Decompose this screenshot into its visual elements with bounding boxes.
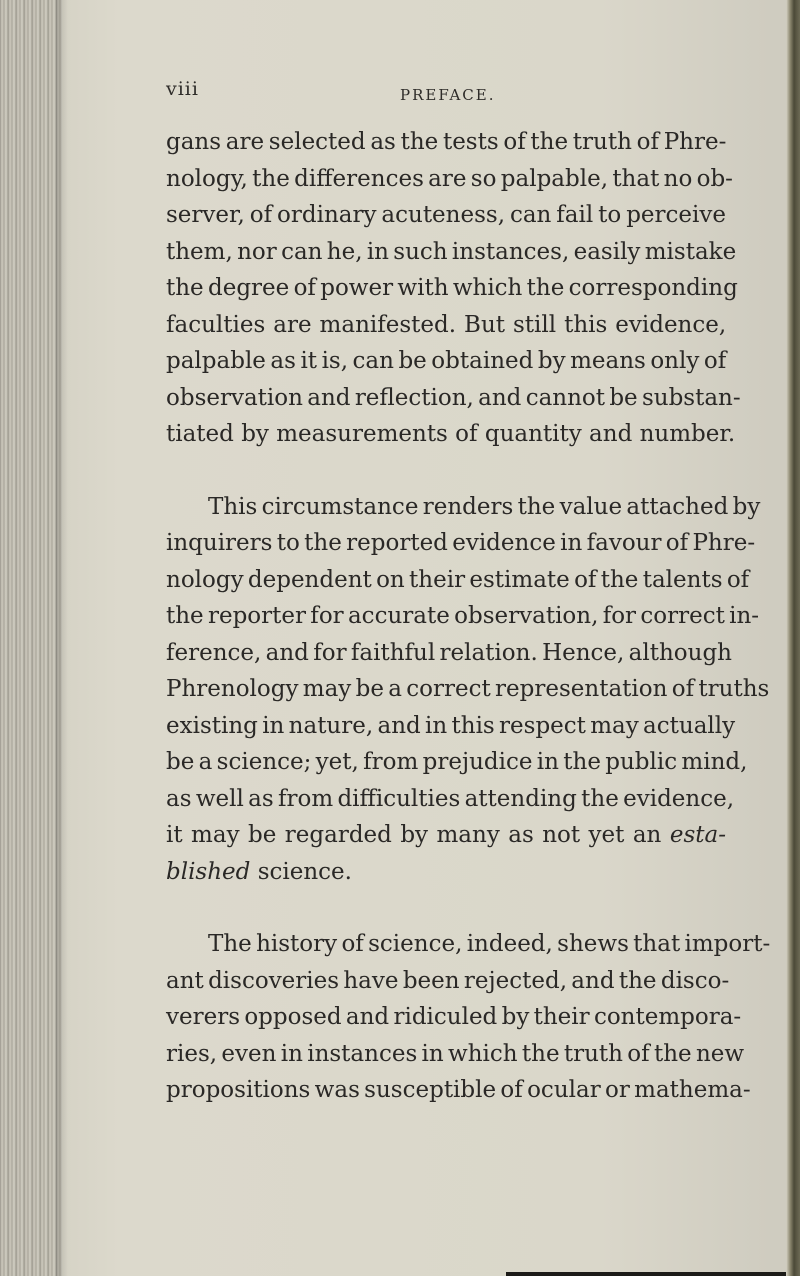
italic-run: blished	[166, 858, 251, 885]
page-header	[0, 78, 800, 108]
page-bottom-shadow	[506, 1272, 786, 1276]
text-line: them, nor can he, in such instances, easily mistake	[166, 238, 737, 265]
text-line: nology, the differences are so palpable, that no ob-	[166, 165, 733, 192]
text-line: Phrenology may be a correct representation of truths	[166, 676, 770, 702]
page-number: viii	[166, 78, 199, 100]
text-line: as well as from difficulties attending the evidence,	[166, 785, 735, 812]
paragraph-3	[166, 926, 771, 1109]
text-line: ries, even in instances in which the truth of the new	[166, 1040, 745, 1067]
paragraph-1	[166, 124, 741, 453]
paragraph-2	[166, 489, 770, 891]
text-line: the degree of power with which the corresponding	[166, 275, 738, 301]
text-line: inquirers to the reported evidence in favour of Phre-	[166, 530, 756, 556]
text-line	[166, 854, 726, 891]
text-run: it may be regarded by many as not yet an	[166, 822, 662, 848]
text-line: server, of ordinary acuteness, can fail to perceive	[166, 202, 726, 228]
text-line: ference, and for faithful relation. Hence, although	[166, 639, 732, 666]
text-line: propositions was susceptible of ocular or mathema-	[166, 1077, 751, 1103]
text-line: gans are selected as the tests of the truth of Phre-	[166, 129, 727, 155]
text-run: science.	[257, 858, 352, 885]
text-line: This circumstance renders the value attached by	[208, 493, 761, 520]
text-line: observation and reflection, and cannot be substan-	[166, 384, 741, 411]
text-line: the reporter for accurate observation, for correct in-	[166, 603, 760, 629]
text-line: be a science; yet, from prejudice in the public mind,	[166, 749, 748, 775]
body-text	[166, 124, 771, 1109]
text-line: ant discoveries have been rejected, and the disco-	[166, 967, 730, 994]
text-line: existing in nature, and in this respect may actually	[166, 712, 736, 739]
page-fore-edge	[786, 0, 800, 1276]
italic-run: esta-	[669, 822, 726, 848]
running-head: PREFACE.	[400, 86, 496, 104]
text-line: verers opposed and ridiculed by their contempora-	[166, 1004, 742, 1030]
page-gutter-edge	[0, 0, 62, 1276]
text-line: tiated by measurements of quantity and number.	[166, 421, 736, 447]
text-line: faculties are manifested. But still this evidence,	[166, 311, 727, 338]
text-line: palpable as it is, can be obtained by means only of	[166, 348, 727, 374]
text-line: nology dependent on their estimate of the talents of	[166, 566, 750, 593]
text-line	[166, 817, 726, 854]
text-line: The history of science, indeed, shews that import-	[208, 931, 771, 957]
